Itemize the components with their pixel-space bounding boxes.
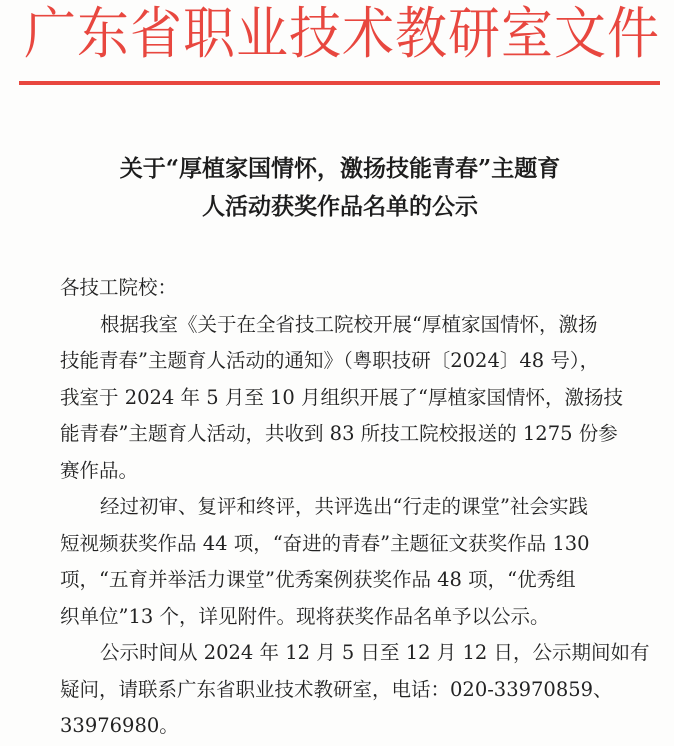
paragraph-line: 我室于 2024 年 5 月至 10 月组织开展了“厚植家国情怀，激扬技 [60,385,624,409]
paragraph-line: 项，“五育并举活力课堂”优秀案例获奖作品 48 项，“优秀组 [60,568,576,591]
paragraph-3 [60,635,650,745]
document-body [60,270,650,745]
paragraph-line: 赛作品。 [60,458,139,482]
paragraph-line: 公示时间从 2024 年 12 月 5 日至 12 月 12 日，公示期间如有 [100,641,650,664]
paragraph-line: 根据我室《关于在全省技工院校开展“厚植家国情怀，激扬 [100,312,598,336]
paragraph-line: 技能青春”主题育人活动的通知》（粤职技研〔2024〕48 号）， [60,349,600,372]
masthead-title: 广东省职业技术教研室文件 [23,2,660,67]
paragraph-line: 经过初审、复评和终评，共评选出“行走的课堂”社会实践 [100,495,588,518]
document-title [40,150,640,226]
title-line-2: 人活动获奖作品名单的公示 [202,193,478,220]
paragraph-line: 短视频获奖作品 44 项，“奋进的青春”主题征文获奖作品 130 [60,531,590,555]
paragraph-line: 疑问，请联系广东省职业技术教研室，电话：020-33970859、 [60,677,613,701]
paragraph-line: 33976980。 [60,714,179,737]
paragraph-1 [60,307,624,490]
paragraph-line: 织单位”13 个，详见附件。现将获奖作品名单予以公示。 [60,604,550,628]
masthead [0,2,674,67]
paragraph-2 [60,489,620,635]
salutation: 各技工院校： [60,276,178,299]
title-line-1: 关于“厚植家国情怀，激扬技能青春”主题育 [119,155,561,182]
red-divider-line [19,81,660,85]
paragraph-line: 能青春”主题育人活动，共收到 83 所技工院校报送的 1275 份参 [60,422,618,445]
